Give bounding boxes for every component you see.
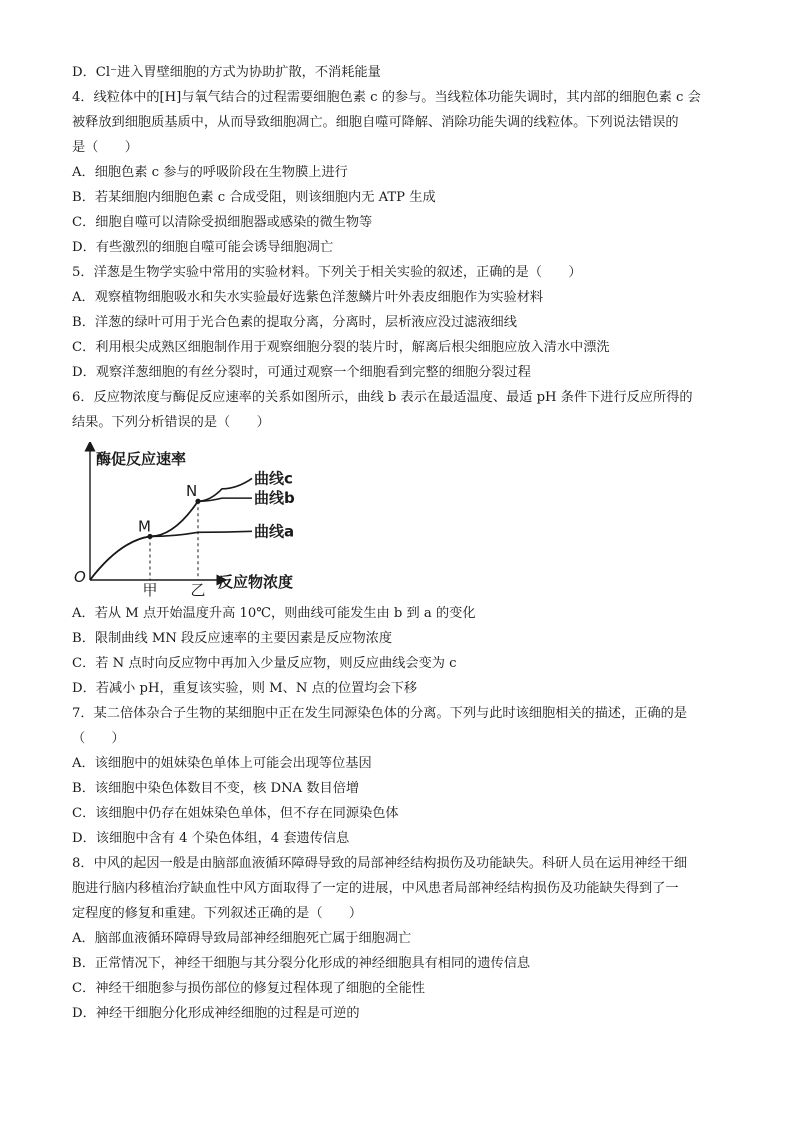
q8-option-a: A．脑部血液循环障碍导致局部神经细胞死亡属于细胞凋亡 [72, 931, 412, 946]
q4-stem-line-3: 是（ ） [72, 140, 138, 155]
q4-option-d: D．有些激烈的细胞自噬可能会诱导细胞凋亡 [72, 240, 334, 255]
enzyme-rate-chart [72, 442, 308, 598]
point-n-label: N [186, 482, 198, 501]
q4-option-b: B．若某细胞内细胞色素 c 合成受阻，则该细胞内无 ATP 生成 [72, 190, 436, 205]
q8-stem-line-1: 8．中风的起因一般是由脑部血液循环障碍导致的局部神经结构损伤及功能缺失。科研人员在运用神经干细 [72, 856, 688, 871]
x-tick-jia: 甲 [142, 581, 158, 598]
curve-b-label: 曲线b [254, 489, 295, 508]
q7-option-d: D．该细胞中含有 4 个染色体组，4 套遗传信息 [72, 831, 350, 846]
q8-option-b: B．正常情况下，神经干细胞与其分裂分化形成的神经细胞具有相同的遗传信息 [72, 956, 531, 971]
q5-stem: 5．洋葱是生物学实验中常用的实验材料。下列关于相关实验的叙述，正确的是（ ） [72, 265, 582, 280]
q7-option-b: B．该细胞中染色体数目不变，核 DNA 数目倍增 [72, 781, 360, 796]
q8-option-c: C．神经干细胞参与损伤部位的修复过程体现了细胞的全能性 [72, 981, 425, 996]
q7-option-c: C．该细胞中仍存在姐妹染色单体，但不存在同源染色体 [72, 806, 399, 821]
q8-stem-line-2: 胞进行脑内移植治疗缺血性中风方面取得了一定的进展，中风患者局部神经结构损伤及功能缺失得到了一 [72, 881, 679, 896]
q7-option-a: A．该细胞中的姐妹染色单体上可能会出现等位基因 [72, 756, 372, 771]
q6-option-d: D．若减小 pH，重复该实验，则 M、N 点的位置均会下移 [72, 681, 418, 696]
q5-option-d: D．观察洋葱细胞的有丝分裂时，可通过观察一个细胞看到完整的细胞分裂过程 [72, 365, 531, 380]
q8-option-d: D．神经干细胞分化形成神经细胞的过程是可逆的 [72, 1006, 360, 1021]
q5-option-c: C．利用根尖成熟区细胞制作用于观察细胞分裂的装片时，解离后根尖细胞应放入清水中漂洗 [72, 340, 610, 355]
x-axis-label: 反应物浓度 [218, 573, 294, 591]
curve-a-label: 曲线a [254, 522, 295, 541]
q6-option-a: A．若从 M 点开始温度升高 10℃，则曲线可能发生由 b 到 a 的变化 [72, 606, 476, 621]
curve-c-label: 曲线c [254, 469, 293, 488]
q5-option-b: B．洋葱的绿叶可用于光合色素的提取分离，分离时，层析液应没过滤液细线 [72, 315, 517, 330]
q6-stem-line-2: 结果。下列分析错误的是（ ） [72, 415, 270, 430]
q4-stem-line-2: 被释放到细胞质基质中，从而导致细胞凋亡。细胞自噬可降解、消除功能失调的线粒体。下列说法错误的 [72, 115, 679, 130]
q7-stem-line-2: （ ） [72, 731, 125, 746]
q4-option-c: C．细胞自噬可以清除受损细胞器或感染的微生物等 [72, 215, 373, 230]
origin-label: O [74, 568, 86, 586]
q4-stem-line-1: 4．线粒体中的[H]与氧气结合的过程需要细胞色素 c 的参与。当线粒体功能失调时，其内部的细胞色素 c 会 [72, 90, 701, 105]
q8-stem-line-3: 定程度的修复和重建。下列叙述正确的是（ ） [72, 906, 363, 921]
chart-guides-group [147, 499, 200, 580]
q4-option-a: A．细胞色素 c 参与的呼吸阶段在生物膜上进行 [72, 165, 348, 180]
y-axis-label: 酶促反应速率 [96, 450, 187, 468]
q6-option-b: B．限制曲线 MN 段反应速率的主要因素是反应物浓度 [72, 631, 393, 646]
chart-series-group [90, 478, 252, 580]
x-tick-yi: 乙 [190, 581, 206, 598]
q7-stem-line-1: 7．某二倍体杂合子生物的某细胞中正在发生同源染色体的分离。下列与此时该细胞相关的描述，正确的是 [72, 706, 688, 721]
curve-b-line [90, 498, 252, 580]
point-m-label: M [138, 517, 151, 536]
q3-option-d: D．Cl⁻进入胃壁细胞的方式为协助扩散，不消耗能量 [72, 65, 381, 80]
q6-stem-line-1: 6．反应物浓度与酶促反应速率的关系如图所示，曲线 b 表示在最适温度、最适 pH 条件下进行反应所得的 [72, 390, 693, 405]
q6-option-c: C．若 N 点时向反应物中再加入少量反应物，则反应曲线会变为 c [72, 656, 457, 671]
q5-option-a: A．观察植物细胞吸水和失水实验最好选紫色洋葱鳞片叶外表皮细胞作为实验材料 [72, 290, 544, 305]
